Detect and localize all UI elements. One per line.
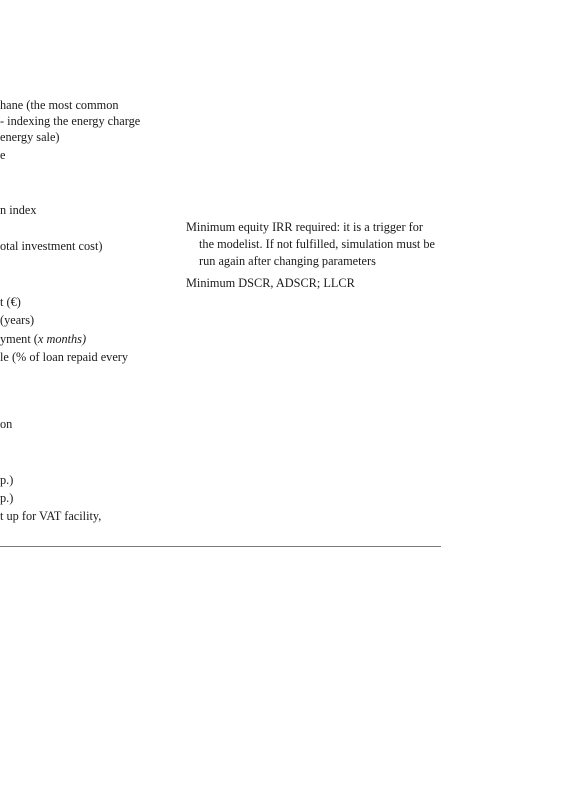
right-text-line: Minimum DSCR, ADSCR; LLCR bbox=[186, 276, 355, 290]
dscr-note bbox=[186, 275, 448, 292]
left-text-line: energy sale) bbox=[0, 130, 60, 144]
left-text-line: - indexing the energy charge bbox=[0, 114, 141, 128]
right-text-line: run again after changing parameters bbox=[199, 254, 376, 268]
left-text-line: (years) bbox=[0, 313, 35, 327]
left-text-line: hane (the most common bbox=[0, 98, 119, 112]
left-text-line bbox=[0, 331, 86, 347]
left-text-line: t up for VAT facility, bbox=[0, 509, 102, 523]
left-text-fragment: yment ( bbox=[0, 332, 38, 346]
right-text-line: Minimum equity IRR required: it is a trigger for bbox=[186, 220, 424, 234]
equity-irr-note bbox=[186, 219, 448, 270]
left-text-line: on bbox=[0, 417, 13, 431]
left-text-line: le (% of loan repaid every bbox=[0, 350, 129, 364]
left-text-line: t (€) bbox=[0, 295, 21, 309]
left-text-line: otal investment cost) bbox=[0, 239, 103, 253]
left-text-line: p.) bbox=[0, 473, 14, 487]
left-text-italic-fragment: x months) bbox=[37, 332, 87, 346]
left-text-line: e bbox=[0, 148, 6, 162]
right-text-line: the modelist. If not fulfilled, simulation must be bbox=[199, 237, 436, 251]
left-text-line: p.) bbox=[0, 491, 14, 505]
table-bottom-rule bbox=[0, 546, 441, 547]
left-text-line: n index bbox=[0, 203, 37, 217]
